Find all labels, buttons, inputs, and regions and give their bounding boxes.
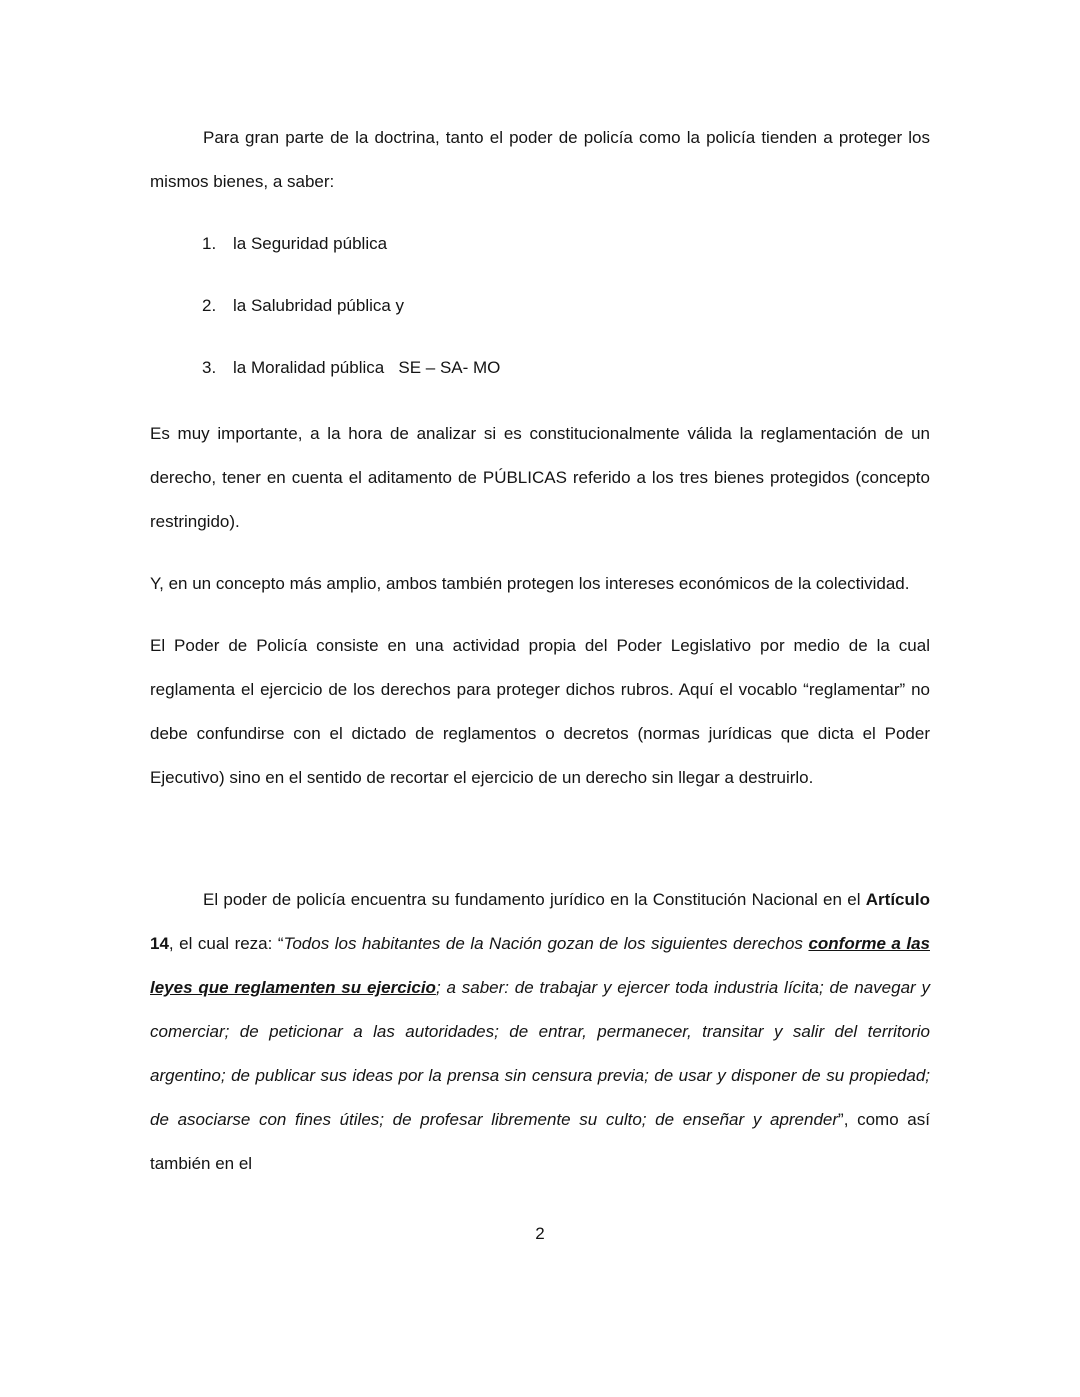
- paragraph-articulo-14: [150, 878, 930, 1186]
- paragraph-importante: Es muy importante, a la hora de analizar si es constitucionalmente válida la reglamentación de un derecho, tener en cuenta el aditamento de PÚBLICAS referido a los tres bienes protegidos (concepto restringido).: [150, 424, 930, 531]
- list-item-text: la Moralidad pública SE – SA- MO: [233, 358, 501, 377]
- list-item-text: la Salubridad pública y: [233, 296, 405, 315]
- text-run-reza: , el cual reza: “: [168, 934, 284, 953]
- paragraph-concepto-amplio: Y, en un concepto más amplio, ambos también protegen los intereses económicos de la colectividad.: [150, 574, 910, 593]
- list-item: [150, 222, 930, 266]
- page-number: 2: [535, 1224, 545, 1243]
- text-run-cita-resto: ; a saber: de trabajar y ejercer toda industria lícita; de navegar y comerciar; de peticionar a las autoridades; de entrar, permanecer, transitar y salir del territorio argentino; de publicar sus ideas por la prensa sin censura previa; de usar y disponer de su propiedad; de asociarse con fines útiles; de profesar libremente su culto; de enseñar y aprender: [150, 978, 930, 1129]
- text-run-intro: El poder de policía encuentra su fundamento jurídico en la Constitución Nacional en el: [203, 890, 866, 909]
- list-item-number: 3.: [202, 358, 217, 377]
- text-run-cita-inicio: Todos los habitantes de la Nación gozan de los siguientes derechos: [283, 934, 809, 953]
- paragraph-doctrina: Para gran parte de la doctrina, tanto el poder de policía como la policía tienden a proteger los mismos bienes, a saber:: [150, 128, 930, 191]
- list-item-text: la Seguridad pública: [233, 234, 388, 253]
- list-item-number: 1.: [202, 234, 217, 253]
- text-run-cierre: ”, como así también en el: [150, 1110, 930, 1173]
- text-run-articulo-label: Artículo 14: [150, 890, 930, 953]
- text-run-cita-enfasis: conforme a las leyes que reglamenten su ejercicio: [150, 934, 930, 997]
- numbered-list: [150, 222, 930, 390]
- list-item: [150, 346, 930, 390]
- list-item-number: 2.: [202, 296, 217, 315]
- list-item: [150, 284, 930, 328]
- paragraph-poder-policia: El Poder de Policía consiste en una actividad propia del Poder Legislativo por medio de la cual reglamenta el ejercicio de los derechos para proteger dichos rubros. Aquí el vocablo “reglamentar” no debe confundirse con el dictado de reglamentos o decretos (normas jurídicas que dicta el Poder Ejecutivo) sino en el sentido de recortar el ejercicio de un derecho sin llegar a destruirlo.: [150, 636, 930, 787]
